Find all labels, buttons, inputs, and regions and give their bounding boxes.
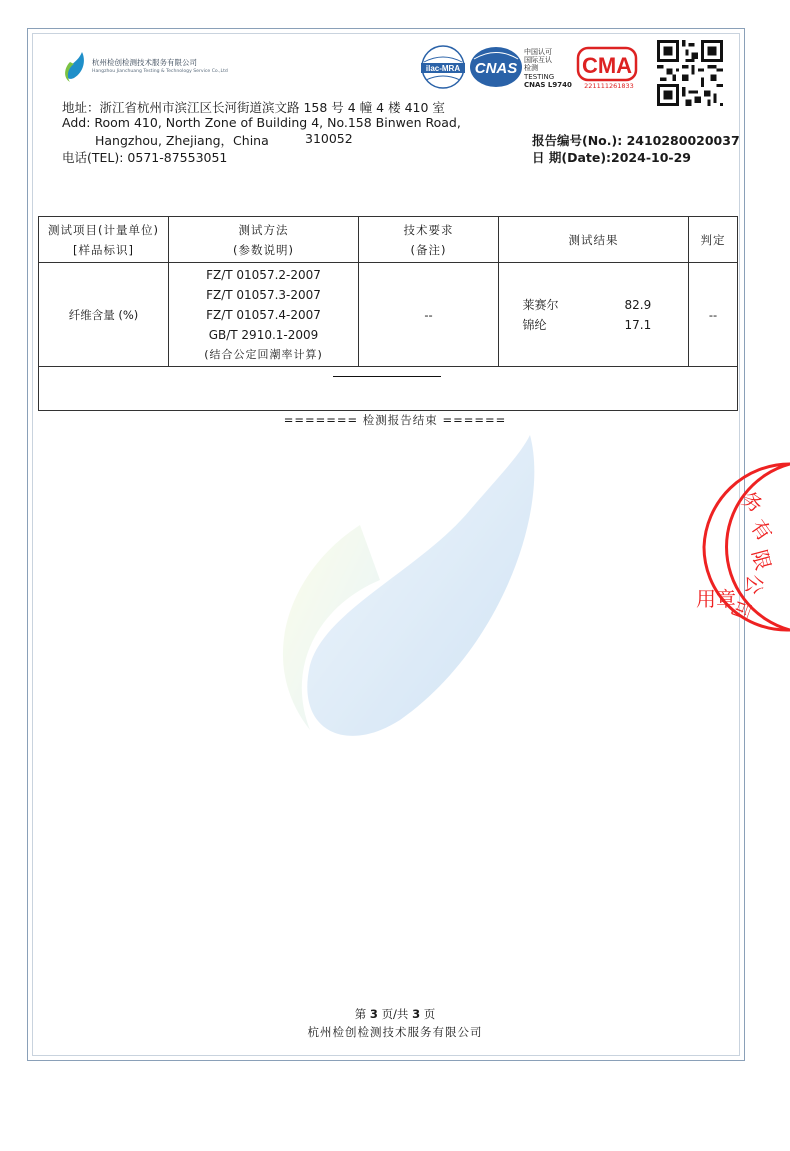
method-line: FZ/T 01057.2-2007 (206, 267, 321, 282)
cma-text: CMA (581, 53, 633, 78)
header-result: 测试结果 (499, 217, 689, 263)
address-en-line1: Add: Room 410, North Zone of Building 4, No.158 Binwen Road, (62, 115, 461, 130)
address-zh: 地址：浙江省杭州市滨江区长河街道滨文路 158 号 4 幢 4 楼 410 室 (62, 100, 445, 115)
method-line: (结合公定回潮率计算) (204, 347, 323, 361)
cnas-line: TESTING (524, 72, 555, 81)
svg-text:用: 用 (696, 587, 716, 611)
cnas-logo (468, 44, 524, 90)
telephone: 电话(TEL): 0571-87553051 (62, 150, 228, 165)
droplet-watermark-icon (250, 430, 540, 750)
table-row (39, 263, 738, 367)
logo-company-name: 杭州检创检测技术服务有限公司 (92, 58, 197, 67)
cell-test-item: 纤维含量 (%) (39, 263, 169, 367)
svg-text:公: 公 (741, 573, 767, 596)
cma-number: 221111261833 (584, 82, 634, 90)
result-fiber-name: 莱赛尔 (522, 297, 559, 312)
cell-requirement: -- (359, 263, 499, 367)
cnas-line: 检测 (524, 64, 538, 73)
table-blank-row (39, 367, 738, 411)
droplet-logo-icon (60, 50, 90, 86)
method-line: FZ/T 01057.4-2007 (206, 307, 321, 322)
postcode: 310052 (305, 131, 353, 146)
result-fiber-name: 锦纶 (522, 317, 547, 332)
qr-code-icon (657, 40, 723, 106)
header-test-method: 测试方法 (参数说明) (169, 217, 359, 263)
cnas-caption (524, 48, 572, 89)
cnas-line: CNAS L9740 (524, 80, 572, 89)
svg-text:司: 司 (726, 596, 756, 624)
blank-cell (39, 367, 738, 411)
footer-company-name: 杭州检创检测技术服务有限公司 (307, 1025, 483, 1039)
cell-results (499, 263, 689, 367)
svg-text:限: 限 (747, 547, 776, 573)
method-line: FZ/T 01057.3-2007 (206, 287, 321, 302)
blank-underline (333, 376, 441, 377)
company-logo (60, 50, 228, 86)
report-end-marker: ======= 检测报告结束 ====== (283, 413, 507, 427)
header-judgement: 判定 (689, 217, 738, 263)
header-test-item: 测试项目(计量单位) [样品标识] (39, 217, 169, 263)
svg-text:有: 有 (745, 515, 778, 546)
report-number: 报告编号(No.): 2410280020037 (532, 133, 740, 148)
result-fiber-value: 17.1 (624, 317, 652, 332)
cnas-line: 国际互认 (524, 56, 552, 65)
cnas-line: 中国认可 (524, 48, 552, 56)
company-seal (690, 460, 790, 635)
svg-text:务: 务 (737, 486, 768, 518)
page-number: 第 3 页/共 3 页 (354, 1007, 436, 1021)
cell-test-methods (169, 263, 359, 367)
ilac-text: ilac-MRA (425, 64, 461, 73)
logo-company-name-en: Hangzhou Jianchuang Testing & Technology Service Co.,Ltd (92, 69, 228, 74)
header-requirement: 技术要求 (备注) (359, 217, 499, 263)
report-date: 日 期(Date):2024-10-29 (532, 150, 691, 165)
test-results-table (38, 216, 738, 411)
svg-text:章: 章 (716, 587, 736, 611)
cnas-text: CNAS (474, 60, 518, 77)
ilac-mra-logo (418, 44, 468, 90)
cell-judgement: -- (689, 263, 738, 367)
method-line: GB/T 2910.1-2009 (208, 327, 319, 342)
result-fiber-value: 82.9 (624, 297, 652, 312)
address-en-line2: Hangzhou, Zhejiang，China (95, 133, 269, 148)
